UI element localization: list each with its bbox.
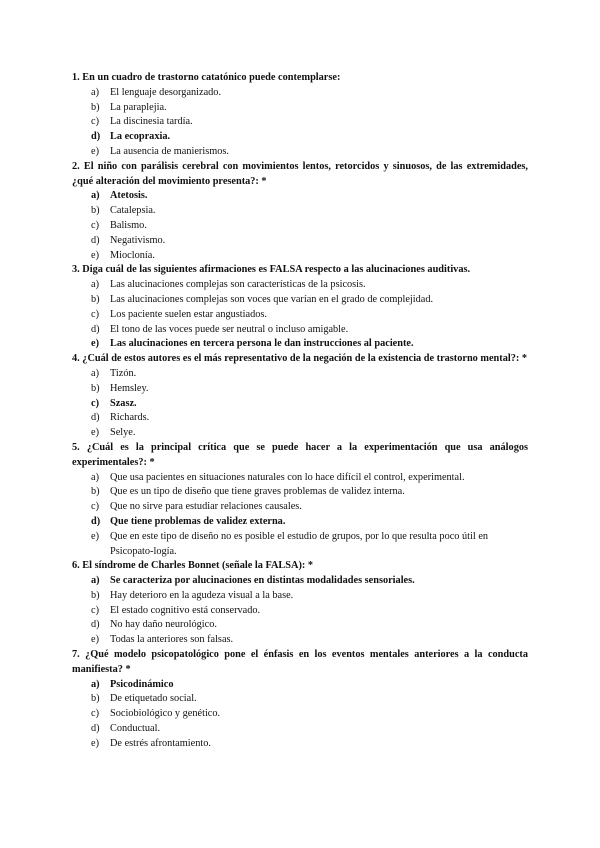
option-letter: a) bbox=[91, 279, 99, 291]
options-list bbox=[72, 86, 528, 160]
option bbox=[72, 234, 528, 249]
option-text: Los paciente suelen estar angustiados. bbox=[110, 308, 267, 320]
option-letter: e) bbox=[91, 530, 99, 542]
option-letter: a) bbox=[91, 471, 99, 483]
option bbox=[72, 485, 528, 500]
option bbox=[72, 293, 528, 308]
question-1 bbox=[72, 71, 528, 160]
option-letter: e) bbox=[91, 338, 99, 350]
option-letter: a) bbox=[91, 678, 100, 690]
question-2 bbox=[72, 160, 528, 264]
option-text: Psicodinámico bbox=[110, 678, 174, 690]
option-letter: b) bbox=[91, 205, 100, 217]
option bbox=[72, 308, 528, 323]
question-text: 7. ¿Qué modelo psicopatológico pone el énfasis en los eventos mentales anteriores a la conducta manifiesta? * bbox=[72, 649, 528, 675]
option-letter: b) bbox=[91, 101, 100, 113]
option bbox=[72, 618, 528, 633]
option bbox=[72, 589, 528, 604]
option bbox=[72, 115, 528, 130]
option-text: Atetosis. bbox=[110, 190, 148, 202]
option bbox=[72, 204, 528, 219]
option-text: Que usa pacientes en situaciones naturales con lo hace difícil el control, experimental. bbox=[110, 471, 465, 483]
options-list bbox=[72, 574, 528, 648]
option-text: Que tiene problemas de validez externa. bbox=[110, 515, 286, 527]
option-letter: d) bbox=[91, 515, 101, 527]
option-letter: c) bbox=[91, 308, 99, 320]
option-letter: d) bbox=[91, 131, 101, 143]
option-text: Hemsley. bbox=[110, 382, 149, 394]
option-letter: e) bbox=[91, 145, 99, 157]
option-letter: e) bbox=[91, 737, 99, 749]
option-text: Que no sirve para estudiar relaciones causales. bbox=[110, 501, 302, 513]
option bbox=[72, 426, 528, 441]
option-text: La discinesia tardía. bbox=[110, 116, 193, 128]
option-letter: c) bbox=[91, 708, 99, 720]
option-letter: c) bbox=[91, 219, 99, 231]
option-text: De estrés afrontamiento. bbox=[110, 737, 211, 749]
option bbox=[72, 604, 528, 619]
question-text: 1. En un cuadro de trastorno catatónico puede contemplarse: bbox=[72, 72, 341, 83]
question-text: 5. ¿Cuál es la principal crítica que se puede hacer a la experimentación que usa análogos experimentales?: * bbox=[72, 441, 528, 468]
option-letter: a) bbox=[91, 575, 100, 587]
option-letter: b) bbox=[91, 486, 100, 498]
question-text: 3. Diga cuál de las siguientes afirmaciones es FALSA respecto a las alucinaciones auditivas. bbox=[72, 264, 471, 276]
option bbox=[72, 382, 528, 397]
option-text: Todas la anteriores son falsas. bbox=[110, 634, 234, 646]
option-letter: e) bbox=[91, 427, 99, 439]
option-letter: d) bbox=[91, 234, 100, 246]
option bbox=[72, 86, 528, 101]
option-letter: b) bbox=[91, 589, 100, 601]
option-text: La ausencia de manierismos. bbox=[110, 145, 229, 157]
option bbox=[72, 515, 528, 530]
options-list bbox=[72, 189, 528, 263]
option-text: El tono de las voces puede ser neutral o incluso amigable. bbox=[110, 323, 349, 335]
option-text: Que es un tipo de diseño que tiene graves problemas de validez interna. bbox=[110, 486, 405, 498]
option-text: El estado cognitivo está conservado. bbox=[110, 604, 261, 616]
option-text: Balismo. bbox=[110, 219, 147, 231]
option-letter: d) bbox=[91, 412, 100, 424]
option bbox=[72, 500, 528, 515]
option-letter: a) bbox=[91, 190, 100, 202]
option bbox=[72, 722, 528, 737]
question-text: 4. ¿Cuál de estos autores es el más representativo de la negación de la existencia de trastorno mental?: * bbox=[72, 353, 528, 365]
option bbox=[72, 411, 528, 426]
option bbox=[72, 707, 528, 722]
option bbox=[72, 530, 528, 560]
option bbox=[72, 574, 528, 589]
option-text: El lenguaje desorganizado. bbox=[110, 86, 222, 98]
option bbox=[72, 633, 528, 648]
question-text: 2. El niño con parálisis cerebral con movimientos lentos, retorcidos y sinuosos, de las extremidades, ¿qué alteración del movimiento presenta?: * bbox=[72, 160, 528, 187]
option bbox=[72, 337, 528, 352]
option-letter: d) bbox=[91, 619, 100, 631]
option-text: Hay deterioro en la agudeza visual a la base. bbox=[110, 589, 294, 601]
options-list bbox=[72, 471, 528, 560]
option-text: Catalepsia. bbox=[110, 205, 156, 217]
option-text: La ecopraxia. bbox=[110, 131, 171, 143]
option-text: Mioclonía. bbox=[110, 249, 155, 261]
question-text: 6. El síndrome de Charles Bonnet (señale la FALSA): * bbox=[72, 560, 314, 572]
option bbox=[72, 471, 528, 486]
option bbox=[72, 219, 528, 234]
option-letter: e) bbox=[91, 249, 99, 261]
option-text: Negativismo. bbox=[110, 234, 166, 246]
question-4 bbox=[72, 352, 528, 441]
option bbox=[72, 692, 528, 707]
option-letter: c) bbox=[91, 501, 99, 513]
option-text: Sociobiológico y genético. bbox=[110, 708, 221, 720]
question-3 bbox=[72, 263, 528, 352]
option-text: Se caracteriza por alucinaciones en distintas modalidades sensoriales. bbox=[110, 575, 415, 587]
option-letter: c) bbox=[91, 604, 99, 616]
option-text: Conductual. bbox=[110, 723, 161, 735]
exam-content bbox=[72, 71, 528, 752]
option bbox=[72, 189, 528, 204]
option bbox=[72, 737, 528, 752]
option-text: Tizón. bbox=[110, 367, 137, 379]
option bbox=[72, 678, 528, 693]
option-text: No hay daño neurológico. bbox=[110, 619, 217, 631]
options-list bbox=[72, 367, 528, 441]
option-letter: d) bbox=[91, 723, 100, 735]
option-letter: a) bbox=[91, 86, 99, 98]
option bbox=[72, 278, 528, 293]
option-text: De etiquetado social. bbox=[110, 693, 197, 705]
option-letter: d) bbox=[91, 323, 100, 335]
option-letter: e) bbox=[91, 634, 99, 646]
option-text: La paraplejia. bbox=[110, 101, 167, 113]
option-letter: b) bbox=[91, 693, 100, 705]
options-list bbox=[72, 678, 528, 752]
option-text: Las alucinaciones complejas son voces que varían en el grado de complejidad. bbox=[110, 293, 434, 305]
option-letter: a) bbox=[91, 367, 99, 379]
option-text: Las alucinaciones complejas son características de la psicosis. bbox=[110, 279, 366, 291]
question-5 bbox=[72, 441, 528, 559]
option-letter: b) bbox=[91, 293, 100, 305]
options-list bbox=[72, 278, 528, 352]
option-letter: c) bbox=[91, 116, 99, 128]
option-text: Szasz. bbox=[110, 397, 137, 409]
option bbox=[72, 397, 528, 412]
option-letter: c) bbox=[91, 397, 99, 409]
question-6 bbox=[72, 559, 528, 648]
option-text: Las alucinaciones en tercera persona le dan instrucciones al paciente. bbox=[110, 338, 414, 350]
option bbox=[72, 145, 528, 160]
option-letter: b) bbox=[91, 382, 100, 394]
option-text: Selye. bbox=[110, 427, 136, 439]
option-text: Que en este tipo de diseño no es posible el estudio de grupos, por lo que resulta poco útil en Psicopato-logía. bbox=[110, 530, 489, 557]
question-7 bbox=[72, 648, 528, 752]
option-text: Richards. bbox=[110, 412, 150, 424]
option bbox=[72, 323, 528, 338]
option bbox=[72, 249, 528, 264]
option bbox=[72, 101, 528, 116]
option bbox=[72, 367, 528, 382]
option bbox=[72, 130, 528, 145]
